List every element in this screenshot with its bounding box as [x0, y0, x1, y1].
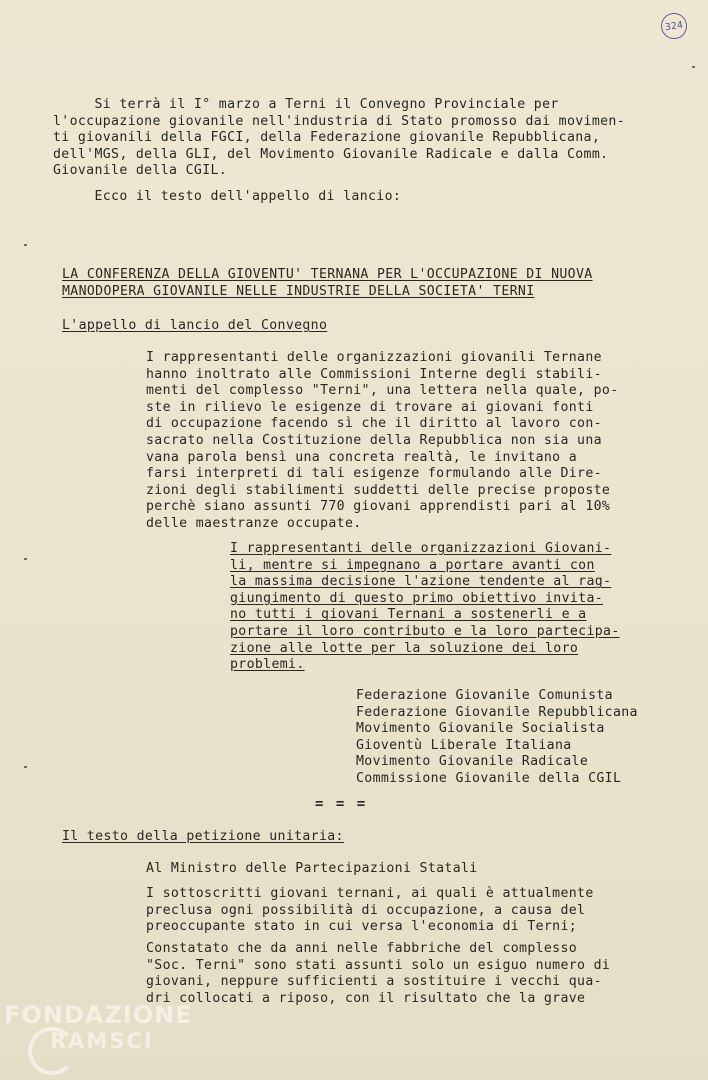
- signatory: Commissione Giovanile della CGIL: [356, 770, 622, 786]
- text-line: di occupazione facendo sì che il diritto al lavoro con-: [146, 416, 602, 432]
- margin-mark: [24, 766, 27, 768]
- watermark-line-2: RAMSCI: [50, 1029, 154, 1053]
- text-line: li, mentre si impegnano a portare avanti con: [230, 557, 595, 573]
- text-line: delle maestranze occupate.: [146, 515, 362, 531]
- text-line: zione alle lotte per la soluzione dei loro: [230, 640, 579, 656]
- signatory: Gioventù Liberale Italiana: [356, 737, 572, 753]
- signatory: Movimento Giovanile Socialista: [356, 721, 605, 737]
- text-line: Constatato che da anni nelle fabbriche del complesso: [146, 941, 578, 956]
- text-line: Giovanile della CGIL.: [53, 163, 228, 179]
- text-line: dell'MGS, della GLI, del Movimento Giovanile Radicale e dalla Comm.: [53, 146, 609, 162]
- text-line: Si terrà il I° marzo a Terni il Convegno Provinciale per: [53, 97, 559, 112]
- intro-paragraph: [53, 97, 625, 180]
- intro-followup: [53, 189, 401, 206]
- text-line: menti del complesso "Terni", una lettera nella quale, po-: [146, 383, 619, 399]
- petition-heading: [62, 829, 344, 846]
- text-line: Al Ministro delle Partecipazioni Statali: [146, 861, 478, 876]
- petition-paragraph-2: [146, 941, 610, 1007]
- text-line: no tutti i giovani Ternani a sostenerli e a: [230, 607, 587, 623]
- signatory: Federazione Giovanile Repubblicana: [356, 704, 638, 720]
- signatory: Federazione Giovanile Comunista: [356, 688, 613, 703]
- text-line: Ecco il testo dell'appello di lancio:: [53, 189, 402, 204]
- margin-mark: [692, 66, 695, 68]
- petition-paragraph-1: [146, 886, 594, 936]
- text-line: ste in rilievo le esigenze di trovare ai giovani fonti: [146, 399, 594, 415]
- text-line: zioni degli stabilimenti suddetti delle precise proposte: [146, 482, 611, 498]
- text-line: problemi.: [230, 657, 305, 673]
- conference-title: [62, 267, 593, 300]
- appeal-commitment: [230, 541, 620, 674]
- text-line: I rappresentanti delle organizzazioni Giovani-: [230, 541, 612, 556]
- text-line: preoccupante stato in cui versa l'economia di Terni;: [146, 919, 578, 935]
- text-line: "Soc. Terni" sono stati assunti solo un esiguo numero di: [146, 957, 611, 973]
- margin-mark: [24, 244, 27, 246]
- appeal-heading: [62, 318, 327, 335]
- text-line: sacrato nella Costituzione della Repubblica non sia una: [146, 432, 602, 448]
- signatories: [356, 688, 638, 788]
- text-line: giungimento di questo primo obiettivo invita-: [230, 590, 604, 606]
- text-line: perchè siano assunti 770 giovani apprendisti pari al 10%: [146, 499, 611, 515]
- text-line: I sottoscritti giovani ternani, ai quali è attualmente: [146, 886, 594, 901]
- appeal-body: [146, 350, 619, 533]
- text-line: portare il loro contributo e la loro partecipa-: [230, 623, 620, 639]
- text-line: dri collocati a riposo, con il risultato che la grave: [146, 990, 586, 1006]
- signatory: Movimento Giovanile Radicale: [356, 754, 589, 770]
- title-line: MANODOPERA GIOVANILE NELLE INDUSTRIE DELLA SOCIETA' TERNI: [62, 283, 535, 299]
- watermark-line-1: FONDAZIONE: [4, 1001, 193, 1029]
- text-line: farsi interpreti di tali esigenze formulando alle Dire-: [146, 466, 602, 482]
- text-line: hanno inoltrato alle Commissioni Interne degli stabili-: [146, 366, 602, 382]
- margin-mark: [24, 558, 27, 560]
- heading-line: Il testo della petizione unitaria:: [62, 829, 344, 844]
- text-line: giovani, neppure sufficienti a sostituire i vecchi qua-: [146, 974, 602, 990]
- heading-line: L'appello di lancio del Convegno: [62, 318, 328, 333]
- text-line: vana parola bensì una concreta realtà, le invitano a: [146, 449, 578, 465]
- text-line: I rappresentanti delle organizzazioni giovanili Ternane: [146, 350, 602, 365]
- page-number-stamp: 324: [659, 11, 688, 40]
- text-line: la massima decisione l'azione tendente al rag-: [230, 574, 612, 590]
- text-line: ti giovanili della FGCI, della Federazione giovanile Repubblicana,: [53, 130, 601, 146]
- text-line: l'occupazione giovanile nell'industria di Stato promosso dai movimen-: [53, 113, 625, 129]
- petition-recipient: [146, 861, 478, 878]
- section-separator: = = =: [315, 796, 368, 812]
- text-line: preclusa ogni possibilità di occupazione, a causa del: [146, 902, 586, 918]
- title-line: LA CONFERENZA DELLA GIOVENTU' TERNANA PER L'OCCUPAZIONE DI NUOVA: [62, 267, 593, 282]
- archive-watermark: [4, 1001, 194, 1073]
